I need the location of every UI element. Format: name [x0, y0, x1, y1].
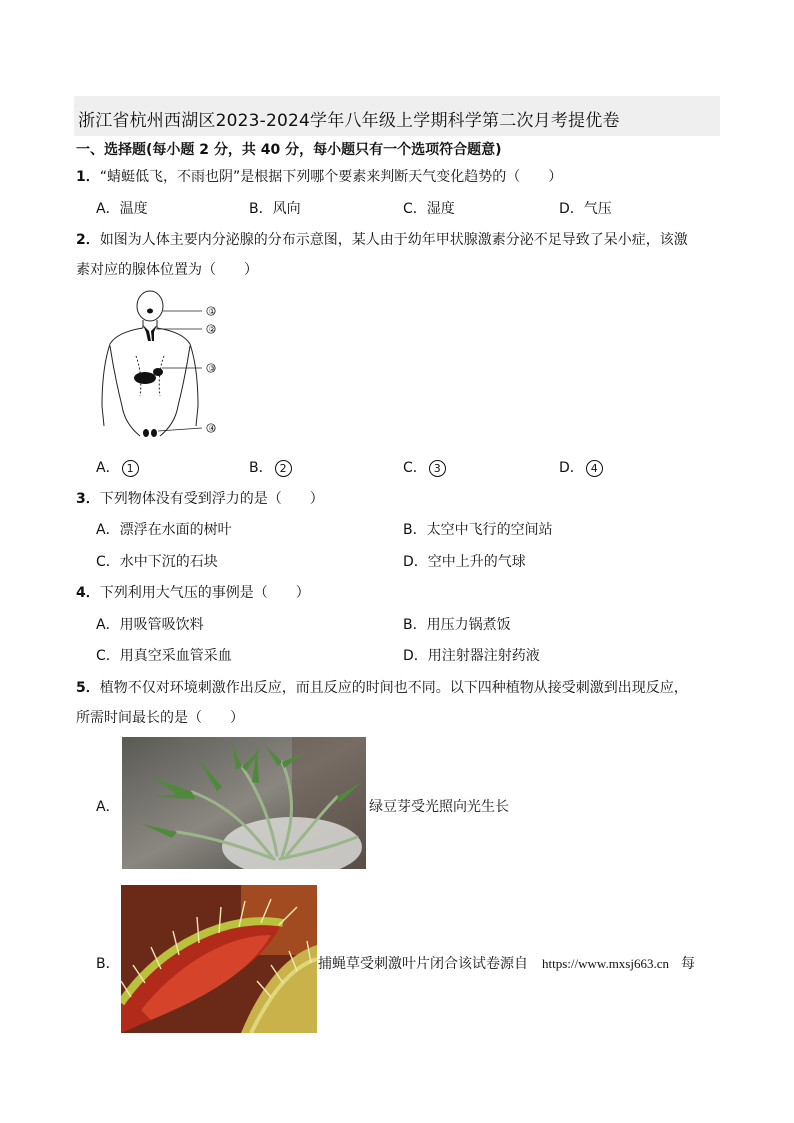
q1-option-a: A．温度 — [96, 201, 148, 217]
question-number: 5． — [76, 680, 100, 696]
question-number: 1． — [76, 169, 100, 185]
q1-option-c: C．湿度 — [403, 201, 455, 217]
page-title: 浙江省杭州西湖区2023-2024学年八年级上学期科学第二次月考提优卷 — [78, 111, 620, 131]
question-text: 下列利用大气压的事例是（ ） — [99, 585, 310, 601]
question-number: 3． — [76, 491, 100, 507]
q3-option-d: D．空中上升的气球 — [403, 554, 526, 570]
circled-number: 4 — [586, 460, 603, 477]
q4-option-d: D．用注射器注射药液 — [403, 648, 540, 664]
question-text: 下列物体没有受到浮力的是（ ） — [99, 491, 324, 507]
question-text: 植物不仅对环境刺激作出反应，而且反应的时间也不同。以下四种植物从接受刺激到出现反应， — [99, 680, 688, 696]
question-1 — [76, 166, 562, 186]
q5-option-a-letter: A． — [96, 799, 120, 815]
circled-number: 3 — [429, 460, 446, 477]
question-5 — [76, 677, 688, 697]
figure-label-2: ② — [208, 324, 216, 334]
question-number: 4． — [76, 585, 100, 601]
figure-label-1: ① — [208, 306, 216, 316]
circled-number: 2 — [275, 460, 292, 477]
question-3 — [76, 488, 324, 508]
q3-option-c: C．水中下沉的石块 — [96, 554, 218, 570]
q4-option-a: A．用吸管吸饮料 — [96, 617, 204, 633]
q5-option-b-letter: B． — [96, 956, 120, 972]
question-2-cont: 素对应的腺体位置为（ ） — [76, 262, 258, 278]
venus-flytrap-image — [121, 885, 317, 1033]
caption-tail: 每 — [681, 956, 695, 972]
question-5-cont: 所需时间最长的是（ ） — [76, 710, 244, 726]
q5-option-a-caption: 绿豆芽受光照向光生长 — [369, 799, 509, 815]
circled-number: 1 — [122, 460, 139, 477]
question-number: 2． — [76, 232, 100, 248]
q4-option-c: C．用真空采血管采血 — [96, 648, 232, 664]
q2-option-b: B． 2 — [249, 457, 292, 477]
section-heading: 一、选择题(每小题 2 分，共 40 分，每小题只有一个选项符合题意) — [76, 142, 502, 158]
q4-option-b: B．用压力锅煮饭 — [403, 617, 511, 633]
mung-bean-sprouts-image — [122, 737, 366, 869]
q3-option-b: B．太空中飞行的空间站 — [403, 522, 553, 538]
q3-option-a: A．漂浮在水面的树叶 — [96, 522, 232, 538]
q1-option-b: B．风向 — [249, 201, 301, 217]
figure-label-3: ③ — [208, 363, 216, 373]
question-4 — [76, 582, 310, 602]
source-url: https://www.mxsj663.cn — [542, 956, 669, 971]
q1-option-d: D．气压 — [559, 201, 612, 217]
endocrine-body-diagram — [96, 286, 220, 446]
q5-option-b-caption: 捕蝇草受刺激叶片闭合该试卷源自 https://www.mxsj663.cn 每 — [318, 956, 695, 972]
question-text: “蜻蜓低飞，不雨也阴”是根据下列哪个要素来判断天气变化趋势的（ ） — [99, 169, 563, 185]
question-2 — [76, 229, 688, 249]
figure-label-4: ④ — [208, 423, 216, 433]
q2-option-a: A． 1 — [96, 457, 139, 477]
question-text: 如图为人体主要内分泌腺的分布示意图，某人由于幼年甲状腺激素分泌不足导致了呆小症，该激 — [99, 232, 688, 248]
q2-option-d: D． 4 — [559, 457, 603, 477]
q2-option-c: C． 3 — [403, 457, 446, 477]
